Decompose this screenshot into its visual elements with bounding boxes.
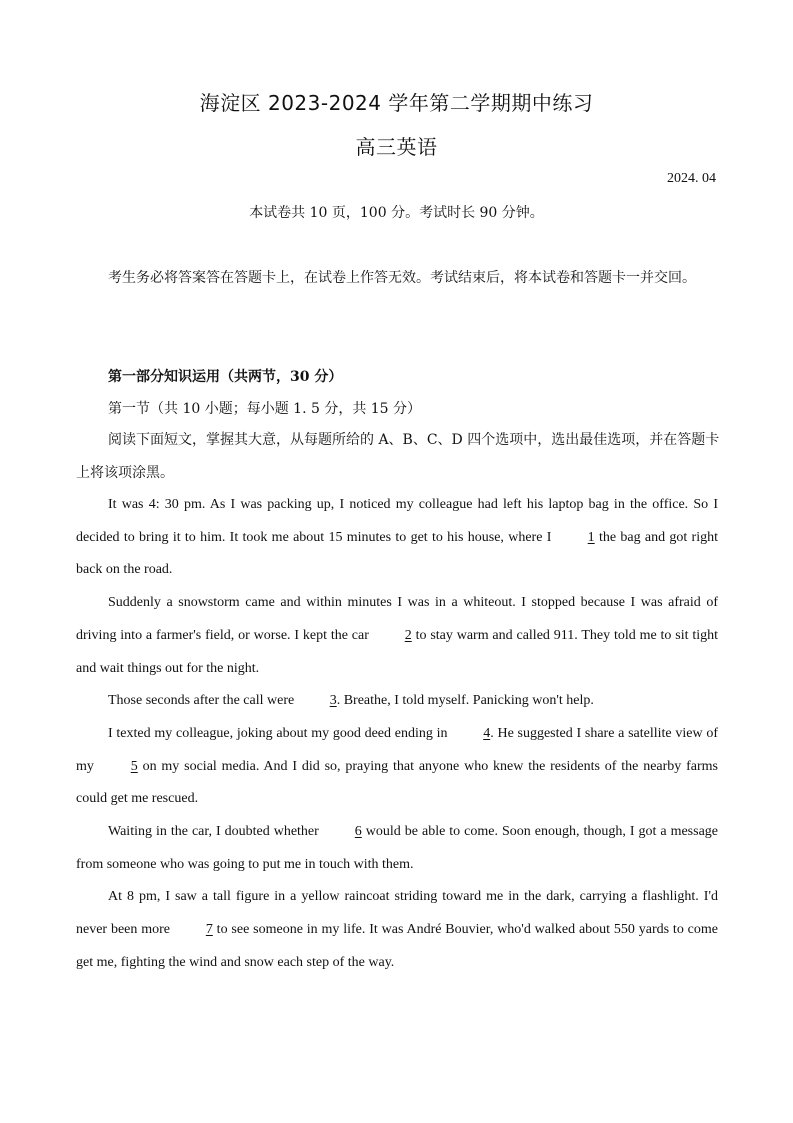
paragraph-1: It was 4: 30 pm. As I was packing up, I noticed my colleague had left his laptop bag in the office. So I decided to bring it to him. It took me about 15 minutes to get to his house, where I 1 the bag and got right back on the road. <box>76 497 718 578</box>
blank-4: 4 <box>483 725 491 741</box>
blank-1: 1 <box>587 529 595 545</box>
section-title: 第一节（共 10 小题；每小题 1. 5 分，共 15 分） <box>108 401 422 417</box>
exam-notice: 考生务必将答案答在答题卡上，在试卷上作答无效。考试结束后，将本试卷和答题卡一并交回。 <box>108 270 696 286</box>
blank-2: 2 <box>404 627 412 643</box>
exam-title: 海淀区 2023-2024 学年第二学期期中练习 <box>199 91 594 115</box>
reading-passage <box>76 489 718 980</box>
exam-info: 本试卷共 10 页，100 分。考试时长 90 分钟。 <box>249 205 544 221</box>
blank-3: 3 <box>329 693 337 709</box>
exam-date: 2024. 04 <box>667 171 716 186</box>
blank-7: 7 <box>205 922 213 938</box>
paragraph-5: Waiting in the car, I doubted whether 6 would be able to come. Soon enough, though, I got a message from someone who was going to put me in touch with them. <box>76 816 718 881</box>
paragraph-3: Those seconds after the call were 3. Breathe, I told myself. Panicking won't help. <box>76 685 718 718</box>
section-instruction: 阅读下面短文，掌握其大意，从每题所给的 A、B、C、D 四个选项中，选出最佳选项，并在答题卡上将该项涂黑。 <box>76 432 720 481</box>
paragraph-6: At 8 pm, I saw a tall figure in a yellow raincoat striding toward me in the dark, carrying a flashlight. I'd never been more 7 to see someone in my life. It was André Bouvier, who'd walked about 550 yards to come get me, fighting the wind and snow each step of the way. <box>76 889 718 970</box>
blank-6: 6 <box>354 824 362 840</box>
part-title: 第一部分知识运用（共两节，30 分） <box>108 369 343 385</box>
blank-5: 5 <box>130 758 138 774</box>
exam-subject: 高三英语 <box>355 135 438 159</box>
paragraph-4: I texted my colleague, joking about my good deed ending in 4. He suggested I share a satellite view of my 5 on my social media. And I did so, praying that anyone who knew the residents of the nearby farms could get me rescued. <box>76 718 718 816</box>
paragraph-2: Suddenly a snowstorm came and within minutes I was in a whiteout. I stopped because I was afraid of driving into a farmer's field, or worse. I kept the car 2 to stay warm and called 911. They told me to sit tight and wait things out for the night. <box>76 595 718 676</box>
